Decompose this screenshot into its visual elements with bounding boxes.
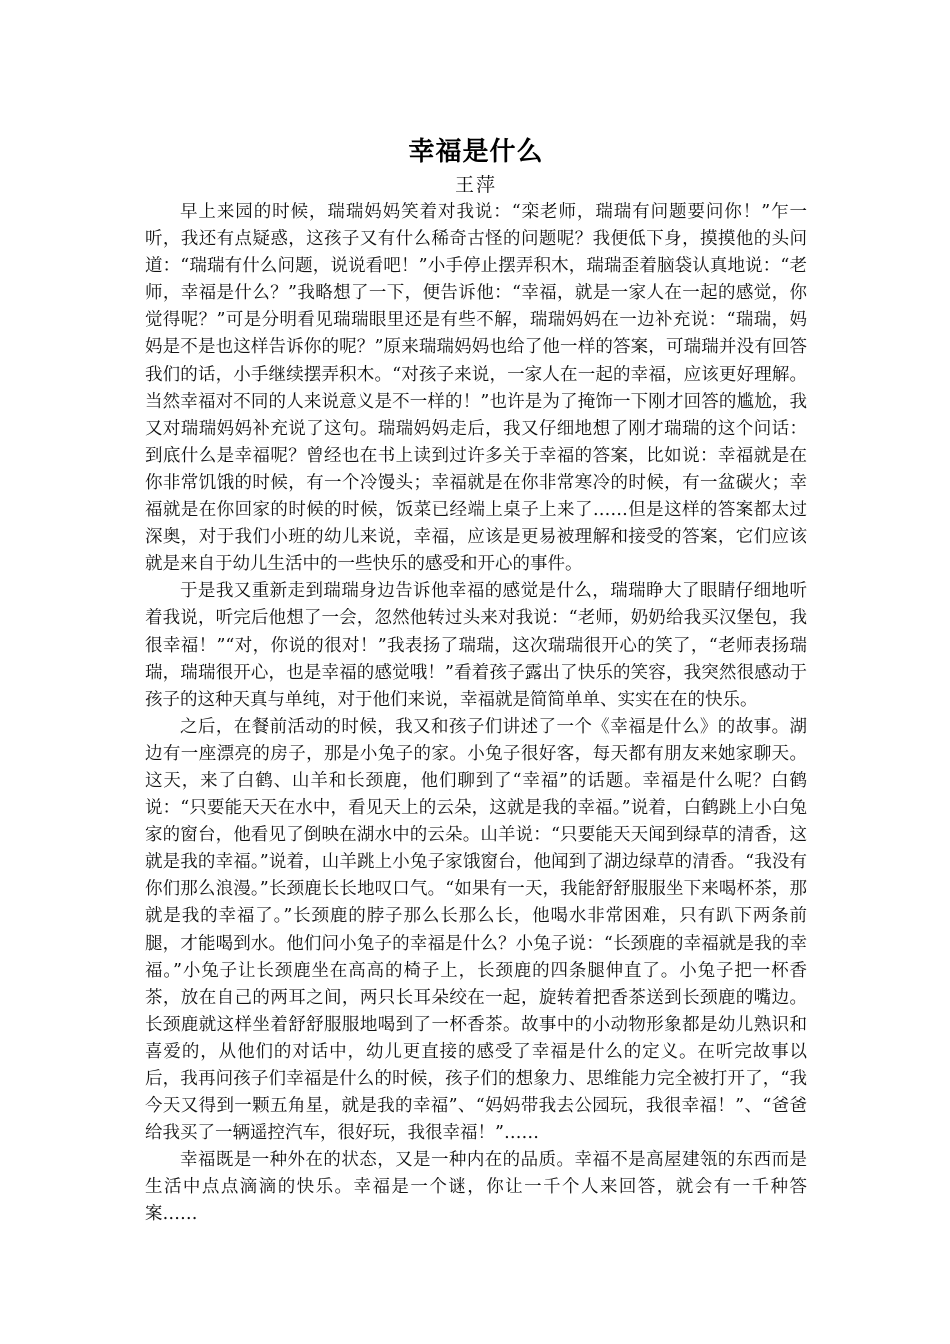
paragraph-4: 幸福既是一种外在的状态，又是一种内在的品质。幸福不是高屋建瓴的东西而是生活中点点滴滴的快乐。幸福是一个谜，你让一千个人来回答，就会有一千种答案…… <box>145 1150 807 1225</box>
page-title: 幸福是什么 <box>408 137 544 167</box>
paragraph-2: 于是我又重新走到瑞瑞身边告诉他幸福的感觉是什么，瑞瑞睁大了眼睛仔细地听着我说，听完后他想了一会，忽然他转过头来对我说：“老师，奶奶给我买汉堡包，我很幸福！”“对，你说的很对！”我表扬了瑞瑞，这次瑞瑞很开心的笑了，“老师表扬瑞瑞，瑞瑞很开心，也是幸福的感觉哦！”看着孩子露出了快乐的笑容，我突然很感动于孩子的这种天真与单纯，对于他们来说，幸福就是简简单单、实实在在的快乐。 <box>145 581 807 710</box>
author-name: 王萍 <box>454 174 497 196</box>
paragraph-1: 早上来园的时候，瑞瑞妈妈笑着对我说：“栾老师，瑞瑞有问题要问你！”乍一听，我还有点疑惑，这孩子又有什么稀奇古怪的问题呢？我便低下身，摸摸他的头问道：“瑞瑞有什么问题，说说看吧！”小手停止摆弄积木，瑞瑞歪着脑袋认真地说：“老师，幸福是什么？”我略想了一下，便告诉他：“幸福，就是一家人在一起的感觉，你觉得呢？”可是分明看见瑞瑞眼里还是有些不解，瑞瑞妈妈在一边补充说：“瑞瑞，妈妈是不是也这样告诉你的呢？”原来瑞瑞妈妈也给了他一样的答案，可瑞瑞并没有回答我们的话，小手继续摆弄积木。“对孩子来说，一家人在一起的幸福，应该更好理解。当然幸福对不同的人来说意义是不一样的！”也许是为了掩饰一下刚才回答的尴尬，我又对瑞瑞妈妈补充说了这句。瑞瑞妈妈走后，我又仔细地想了刚才瑞瑞的这个问话：到底什么是幸福呢？曾经也在书上读到过许多关于幸福的答案，比如说：幸福就是在你非常饥饿的时候，有一个冷馒头；幸福就是在你非常寒冷的时候，有一盆碳火；幸福就是在你回家的时候的时候，饭菜已经端上桌子上来了……但是这样的答案都太过深奥，对于我们小班的幼儿来说，幸福，应该是更易被理解和接受的答案，它们应该就是来自于幼儿生活中的一些快乐的感受和开心的事件。 <box>145 202 807 575</box>
paragraph-3: 之后，在餐前活动的时候，我又和孩子们讲述了一个《幸福是什么》的故事。湖边有一座漂亮的房子，那是小兔子的家。小兔子很好客，每天都有朋友来她家聊天。这天，来了白鹤、山羊和长颈鹿，他们聊到了“幸福”的话题。幸福是什么呢？白鹤说：“只要能天天在水中，看见天上的云朵，这就是我的幸福。”说着，白鹤跳上小白兔家的窗台，他看见了倒映在湖水中的云朵。山羊说：“只要能天天闻到绿草的清香，这就是我的幸福。”说着，山羊跳上小兔子家饿窗台，他闻到了湖边绿草的清香。“我没有你们那么浪漫。”长颈鹿长长地叹口气。“如果有一天，我能舒舒服服坐下来喝杯茶，那就是我的幸福了。”长颈鹿的脖子那么长那么长，他喝水非常困难，只有趴下两条前腿，才能喝到水。他们问小兔子的幸福是什么？小兔子说：“长颈鹿的幸福就是我的幸福。”小兔子让长颈鹿坐在高高的椅子上，长颈鹿的四条腿伸直了。小兔子把一杯香茶，放在自己的两耳之间，两只长耳朵绞在一起，旋转着把香茶送到长颈鹿的嘴边。长颈鹿就这样坐着舒舒服服地喝到了一杯香茶。故事中的小动物形象都是幼儿熟识和喜爱的，从他们的对话中，幼儿更直接的感受了幸福是什么的定义。在听完故事以后，我再问孩子们幸福是什么的时候，孩子们的想象力、思维能力完全被打开了，“我今天又得到一颗五角星，就是我的幸福”、“妈妈带我去公园玩，我很幸福！”、“爸爸给我买了一辆遥控汽车，很好玩，我很幸福！”…… <box>145 716 807 1144</box>
article <box>145 133 807 1229</box>
